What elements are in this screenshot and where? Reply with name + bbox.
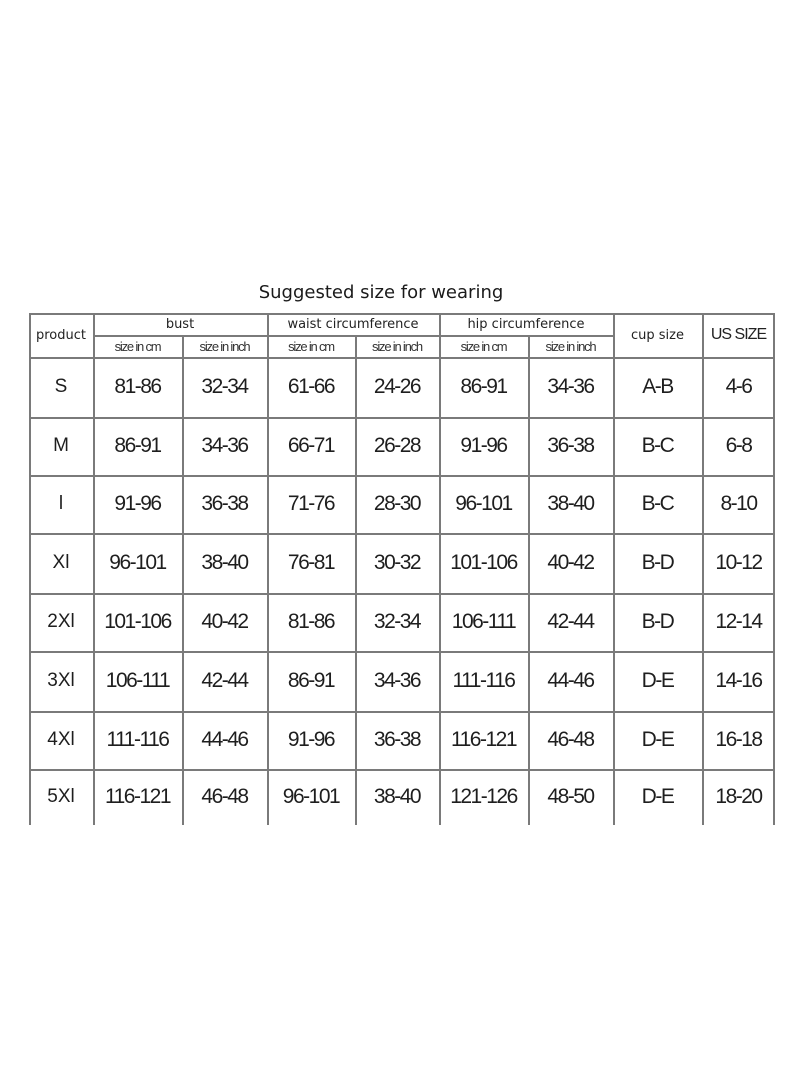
cell-bust-in: 42-44 bbox=[201, 669, 248, 692]
cell-bust-cm: 111-116 bbox=[106, 728, 169, 751]
cell-waist-in: 32-34 bbox=[373, 610, 421, 633]
subheader-unit: size in inch bbox=[545, 338, 596, 354]
chart-title: Suggested size for wearing bbox=[258, 282, 504, 303]
subheader-unit: size in inch bbox=[372, 338, 422, 354]
cell-hip-cm: 101-106 bbox=[450, 551, 517, 574]
cell-us: 10-12 bbox=[715, 551, 762, 574]
cell-waist-in: 24-26 bbox=[373, 375, 421, 398]
cell-us: 14-16 bbox=[715, 669, 762, 692]
cell-waist-in: 28-30 bbox=[373, 492, 421, 515]
cell-us: 8-10 bbox=[720, 492, 757, 515]
cell-waist-cm: 76-81 bbox=[287, 551, 335, 574]
cell-size: 2Xl bbox=[47, 611, 75, 632]
cell-hip-cm: 91-96 bbox=[460, 434, 507, 457]
cell-waist-cm: 66-71 bbox=[287, 434, 335, 457]
cell-waist-cm: 71-76 bbox=[287, 492, 335, 515]
subheader-unit: size in cm bbox=[460, 338, 507, 354]
cell-hip-cm: 96-101 bbox=[455, 492, 512, 515]
cell-hip-cm: 86-91 bbox=[460, 375, 507, 398]
cell-bust-in: 40-42 bbox=[201, 610, 248, 633]
cell-cup: B-C bbox=[641, 434, 674, 457]
cell-waist-in: 26-28 bbox=[373, 434, 421, 457]
cell-bust-in: 46-48 bbox=[201, 785, 248, 808]
cell-waist-in: 34-36 bbox=[373, 669, 421, 692]
cell-cup: D-E bbox=[641, 728, 674, 751]
cell-us: 18-20 bbox=[715, 785, 762, 808]
cell-hip-in: 44-46 bbox=[547, 669, 594, 692]
cell-waist-in: 30-32 bbox=[373, 551, 421, 574]
cell-waist-cm: 96-101 bbox=[282, 785, 340, 808]
cell-hip-cm: 121-126 bbox=[450, 785, 517, 808]
cell-hip-cm: 106-111 bbox=[451, 610, 516, 633]
cell-bust-cm: 96-101 bbox=[109, 551, 166, 574]
header-bust: bust bbox=[165, 316, 195, 332]
cell-waist-in: 36-38 bbox=[373, 728, 421, 751]
cell-hip-in: 40-42 bbox=[547, 551, 594, 574]
cell-hip-in: 48-50 bbox=[547, 785, 594, 808]
cell-waist-cm: 81-86 bbox=[287, 610, 335, 633]
cell-waist-cm: 61-66 bbox=[287, 375, 335, 398]
cell-hip-cm: 116-121 bbox=[450, 728, 516, 751]
header-waist: waist circumference bbox=[287, 316, 419, 332]
cell-hip-cm: 111-116 bbox=[452, 669, 515, 692]
size-chart-table bbox=[29, 313, 775, 825]
cell-bust-in: 32-34 bbox=[201, 375, 248, 398]
subheader-unit: size in cm bbox=[114, 338, 161, 354]
subheader-unit: size in inch bbox=[199, 338, 250, 354]
cell-size: 4Xl bbox=[47, 729, 75, 750]
cell-bust-cm: 116-121 bbox=[104, 785, 170, 808]
cell-us: 16-18 bbox=[715, 728, 762, 751]
subheader-unit: size in cm bbox=[288, 338, 334, 354]
cell-hip-in: 34-36 bbox=[547, 375, 594, 398]
cell-bust-cm: 81-86 bbox=[114, 375, 161, 398]
cell-cup: A-B bbox=[642, 375, 673, 398]
cell-bust-cm: 106-111 bbox=[105, 669, 170, 692]
header-product: product bbox=[35, 327, 86, 343]
cell-size: 5Xl bbox=[47, 786, 75, 807]
cell-us: 12-14 bbox=[715, 610, 762, 633]
cell-waist-cm: 86-91 bbox=[287, 669, 335, 692]
cell-cup: D-E bbox=[641, 785, 674, 808]
cell-bust-in: 36-38 bbox=[201, 492, 248, 515]
cell-us: 6-8 bbox=[725, 434, 752, 457]
cell-bust-in: 44-46 bbox=[201, 728, 248, 751]
cell-hip-in: 42-44 bbox=[547, 610, 594, 633]
cell-cup: B-D bbox=[641, 610, 674, 633]
cell-size: M bbox=[53, 435, 69, 456]
cell-size: 3Xl bbox=[47, 670, 75, 691]
cell-hip-in: 36-38 bbox=[547, 434, 594, 457]
cell-size: Xl bbox=[52, 552, 70, 573]
header-us-size: US SIZE bbox=[710, 326, 767, 343]
cell-bust-cm: 91-96 bbox=[114, 492, 161, 515]
cell-size: l bbox=[58, 493, 64, 514]
cell-us: 4-6 bbox=[725, 375, 752, 398]
cell-bust-in: 34-36 bbox=[201, 434, 248, 457]
cell-bust-cm: 86-91 bbox=[114, 434, 161, 457]
cell-cup: B-D bbox=[641, 551, 674, 574]
cell-waist-in: 38-40 bbox=[373, 785, 421, 808]
cell-bust-in: 38-40 bbox=[201, 551, 248, 574]
header-hip: hip circumference bbox=[467, 316, 585, 332]
cell-bust-cm: 101-106 bbox=[104, 610, 171, 633]
cell-cup: B-C bbox=[641, 492, 674, 515]
header-cup-size: cup size bbox=[631, 327, 684, 343]
cell-size: S bbox=[54, 376, 68, 397]
cell-waist-cm: 91-96 bbox=[287, 728, 335, 751]
cell-cup: D-E bbox=[641, 669, 674, 692]
cell-hip-in: 46-48 bbox=[547, 728, 594, 751]
cell-hip-in: 38-40 bbox=[547, 492, 594, 515]
